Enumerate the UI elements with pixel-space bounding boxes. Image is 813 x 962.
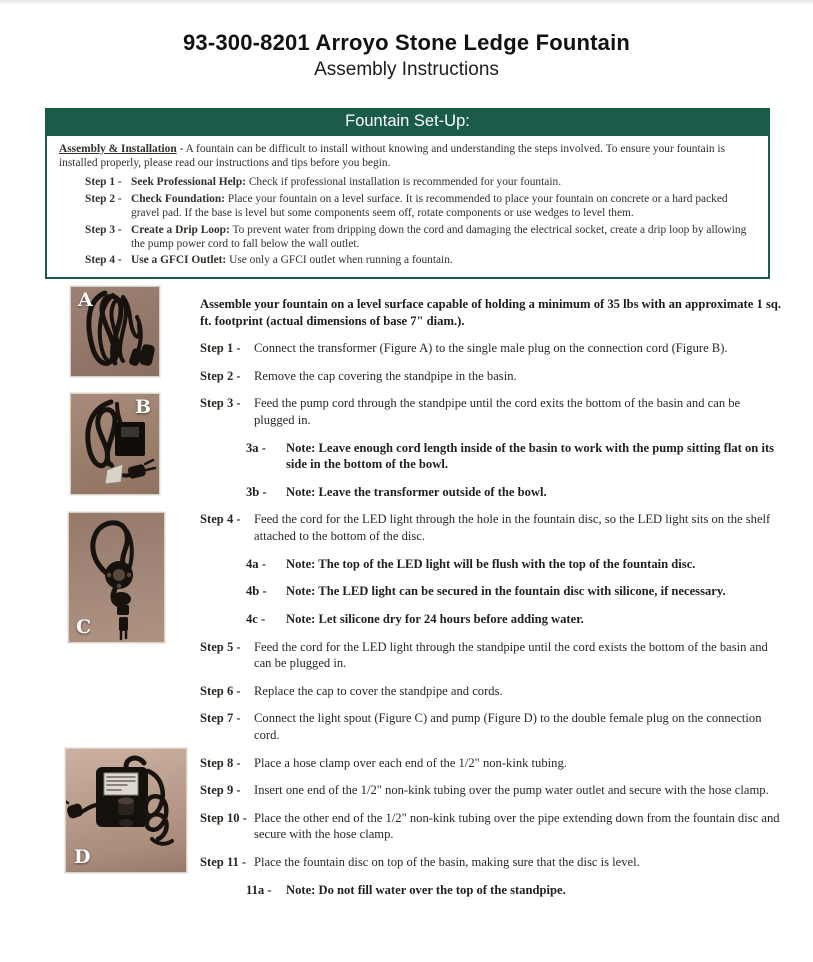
step-label: Step 5 - [200,639,241,654]
step-label: Step 3 - [200,396,241,411]
note-text: Note: The top of the LED light will be flush with the top of the fountain disc. [286,556,696,571]
page-subtitle: Assembly Instructions [314,59,499,80]
note-label: 4c - [246,611,266,626]
note-label: 4b - [246,584,267,599]
step-5 [200,639,782,672]
step-4-note-b [246,583,782,600]
fountain-setup-section [45,108,770,279]
step-6 [200,683,782,700]
instructions-content [0,285,813,962]
document-header [0,30,813,81]
note-text: Note: Do not fill water over the top of the standpipe. [286,882,566,897]
setup-step-label: Step 3 - [85,223,122,236]
setup-step-4 [85,253,758,267]
step-text: Place the fountain disc on top of the basin, making sure that the disc is level. [254,855,640,870]
setup-step-text: Use a GFCI Outlet: Use only a GFCI outlet when running a fountain. [131,254,453,267]
assembly-intro: Assemble your fountain on a level surface capable of holding a minimum of 35 lbs with an approximate 1 sq. ft. footprint (actual dimensions of base 7" diam.). [200,297,781,328]
setup-intro-paragraph [59,142,758,170]
setup-step-text: Create a Drip Loop: To prevent water from dripping down the cord and damaging the electrical socket, create a drip loop by allowing the pump power cord to fall below the wall outlet. [131,223,747,250]
setup-step-3 [85,223,758,251]
setup-step-label: Step 2 - [85,192,122,205]
step-text: Feed the pump cord through the standpipe until the cord exits the bottom of the basin and can be plugged in. [254,396,741,428]
step-text: Feed the cord for the LED light through the hole in the fountain disc, so the LED light sits on the shelf attached to the bottom of the disc. [254,512,771,544]
setup-step-1 [85,175,758,189]
step-2 [200,368,782,385]
note-text: Note: Leave the transformer outside of the bowl. [286,484,547,499]
step-4-note-c [246,611,782,628]
note-label: 11a - [246,882,272,897]
note-label: 3b - [246,484,267,499]
step-text: Connect the light spout (Figure C) and pump (Figure D) to the double female plug on the connection cord. [254,711,762,742]
step-1 [200,340,782,357]
figure-photo-a-connection-cord [70,286,160,377]
step-10 [200,810,782,843]
setup-step-2 [85,192,758,220]
step-text: Place the other end of the 1/2" non-kink tubing over the pipe extending down from the fountain disc and secure with the hose clamp. [254,810,780,842]
steps-column [200,296,782,909]
step-label: Step 2 - [200,368,241,383]
figure-photo-d-pump [65,748,187,873]
figure-label-d: D [74,846,91,868]
step-label: Step 4 - [200,512,241,527]
setup-intro-label: Assembly & Installation [59,143,177,155]
step-4 [200,511,782,544]
step-11-note-a [246,882,782,899]
setup-section-title: Fountain Set-Up: [45,108,770,136]
scan-edge-artifact [0,0,813,5]
note-label: 4a - [246,556,266,571]
figure-label-c: C [76,616,92,638]
step-label: Step 8 - [200,755,241,770]
step-label: Step 7 - [200,711,241,726]
note-text: Note: Let silicone dry for 24 hours before adding water. [286,611,584,626]
step-11 [200,854,782,871]
step-9 [200,782,782,799]
step-label: Step 10 - [200,810,247,825]
step-3 [200,395,782,428]
setup-step-label: Step 1 - [85,176,122,189]
step-text: Insert one end of the 1/2" non-kink tubing over the pump water outlet and secure with the hose clamp. [254,783,769,798]
step-text: Feed the cord for the LED light through the standpipe until the cord exists the bottom of the basin and can be plugged in. [254,639,768,671]
step-text: Remove the cap covering the standpipe in the basin. [254,368,517,383]
setup-section-body [45,136,770,279]
step-3-note-b [246,484,782,501]
step-text: Replace the cap to cover the standpipe and cords. [254,683,503,698]
page-title: 93-300-8201 Arroyo Stone Ledge Fountain [182,30,631,55]
setup-intro-text: - A fountain can be difficult to install without knowing and understanding the steps involved. To ensure your fountain is installed properly, please read our instructions and tips before you begin. [59,143,726,170]
step-3-note-a [246,440,782,473]
setup-step-text: Check Foundation: Place your fountain on a level surface. It is recommended to place your fountain on concrete or a hard packed gravel pad. If the base is level but some components seem off, rotate components or use wedges to level them. [131,192,728,220]
figure-photo-b-transformer [70,393,160,495]
figure-photo-c-light-spout [68,512,165,643]
step-text: Connect the transformer (Figure A) to the single male plug on the connection cord (Figure B). [254,341,728,356]
note-text: Note: The LED light can be secured in the fountain disc with silicone, if necessary. [286,584,726,599]
step-7 [200,710,782,743]
step-label: Step 6 - [200,683,241,698]
step-8 [200,755,782,772]
step-label: Step 9 - [200,783,241,798]
note-label: 3a - [246,440,266,455]
figure-label-a: A [78,289,93,311]
setup-step-text: Seek Professional Help: Check if professional installation is recommended for your fountain. [131,176,562,189]
step-label: Step 1 - [200,341,241,356]
setup-step-label: Step 4 - [85,254,122,267]
note-text: Note: Leave enough cord length inside of the basin to work with the pump sitting flat on its side in the bottom of the bowl. [286,440,775,472]
figure-label-b: B [134,396,151,418]
step-text: Place a hose clamp over each end of the 1/2" non-kink tubing. [254,755,567,770]
step-4-note-a [246,556,782,573]
step-label: Step 11 - [200,855,247,870]
